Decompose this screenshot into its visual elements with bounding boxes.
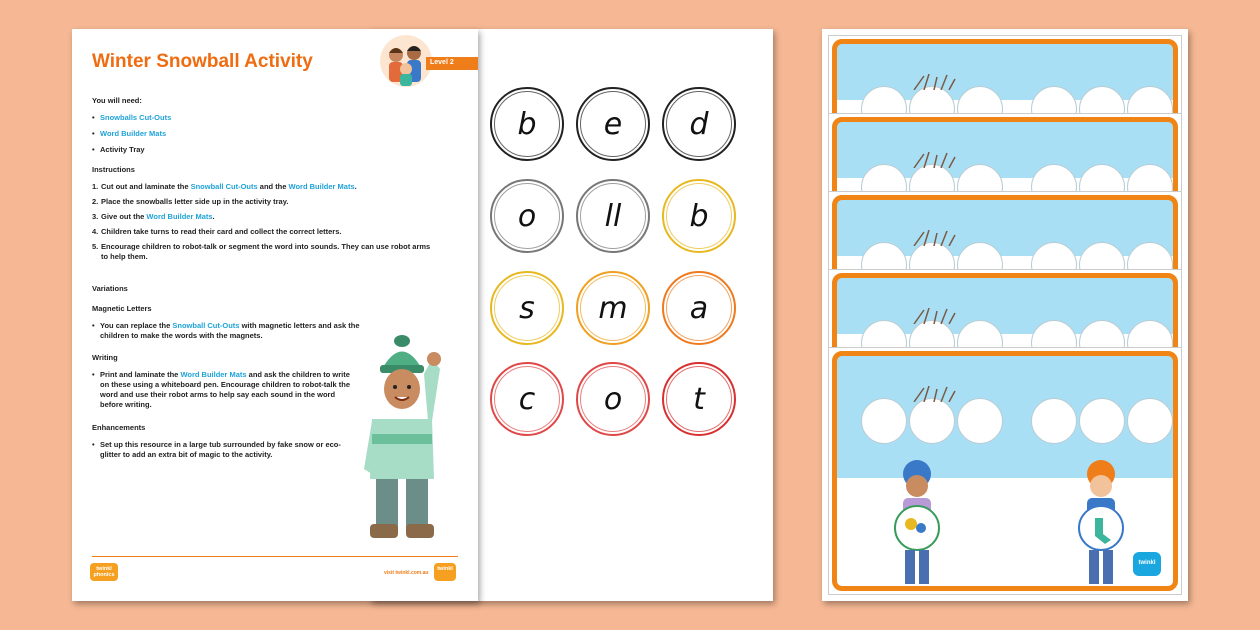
- need-text[interactable]: Snowballs Cut-Outs: [100, 113, 172, 123]
- snowball-letter: d: [689, 106, 709, 142]
- snowball-letter: m: [598, 290, 628, 326]
- snowball-card: [662, 271, 736, 345]
- snowball-slot: [1127, 398, 1173, 444]
- snowball-card: [576, 179, 650, 253]
- resource-link[interactable]: Word Builder Mats: [180, 370, 247, 379]
- step-text: [101, 227, 436, 237]
- snowball-card: [662, 362, 736, 436]
- snowball-card: [576, 87, 650, 161]
- step-number: 4.: [92, 227, 99, 236]
- snowball-card: [490, 179, 564, 253]
- you-will-need-heading: You will need:: [92, 96, 142, 105]
- instruction-step: [92, 182, 448, 192]
- snowball-letter: e: [603, 106, 623, 142]
- snowball-card: [490, 271, 564, 345]
- snowball-card: [490, 362, 564, 436]
- snowball-letter: a: [689, 290, 709, 326]
- bare-bush-icon: [909, 230, 959, 246]
- footer-url[interactable]: visit twinkl.com.au: [384, 570, 429, 576]
- magnetic-heading: Magnetic Letters: [92, 303, 152, 313]
- step-number: 3.: [92, 211, 99, 221]
- twinkl-logo: twinkl: [434, 563, 456, 581]
- steps-list: [92, 182, 448, 263]
- snowball-card: [576, 362, 650, 436]
- snowball-card: [490, 87, 564, 161]
- bare-bush-icon: [909, 74, 959, 90]
- resource-link[interactable]: Word Builder Mats: [146, 211, 213, 221]
- resource-link[interactable]: Snowball Cut-Outs: [172, 320, 240, 330]
- list-item: [92, 129, 448, 139]
- snowball-card: [576, 271, 650, 345]
- magnetic-text: [92, 321, 360, 341]
- instruction-text: Cut out and laminate the: [101, 181, 191, 191]
- need-text: Activity Tray: [100, 145, 145, 155]
- snowball-letter: c: [518, 381, 536, 417]
- enhancements-heading: Enhancements: [92, 422, 146, 432]
- snowball-slot: [957, 398, 1003, 444]
- variations-heading: Variations: [92, 284, 128, 294]
- snowball-letter: ll: [604, 198, 622, 234]
- boy-illustration: [362, 329, 442, 544]
- instruction-text: and ask the children to write on these using a whiteboard pen. Encourage children to robot-talk the word and use their robot arms to help say each sound in the word before writing.: [100, 370, 351, 410]
- list-item: [92, 113, 448, 123]
- step-number: 5.: [92, 242, 99, 252]
- instruction-step: [92, 212, 448, 222]
- word-builder-mats: [822, 29, 1188, 601]
- step-text: [101, 242, 436, 262]
- footer-divider: [92, 556, 458, 557]
- step-text: [101, 197, 436, 207]
- snowball-slot: [909, 398, 955, 444]
- snowball-letter: b: [517, 106, 537, 142]
- instruction-text: Place the snowballs letter side up in the activity tray.: [101, 196, 289, 206]
- instruction-text: .: [212, 211, 215, 221]
- resource-link[interactable]: Snowball Cut-Outs: [190, 181, 258, 191]
- snowball-card: [662, 87, 736, 161]
- snowball-slot: [1031, 398, 1077, 444]
- level-badge: Level 2: [426, 57, 478, 70]
- instruction-step: [92, 197, 448, 207]
- snowball-card: [662, 179, 736, 253]
- instruction-text: Give out the: [101, 211, 147, 221]
- instruction-text: You can replace the: [100, 320, 173, 330]
- list-item: [92, 145, 448, 155]
- resource-link[interactable]: Word Builder Mats: [288, 181, 355, 191]
- step-number: 2.: [92, 196, 99, 206]
- step-number: 1.: [92, 181, 99, 191]
- instruction-text: and the: [257, 181, 289, 191]
- needs-list: [92, 113, 448, 155]
- word-builder-mat: [828, 347, 1182, 595]
- enhancements-text: • Set up this resource in a large tub surrounded by fake snow or eco-glitter to add an extra bit of magic to the activity.: [92, 440, 360, 460]
- instruction-text: .: [354, 181, 357, 191]
- bare-bush-icon: [909, 386, 959, 402]
- step-text: [101, 182, 436, 192]
- writing-heading: Writing: [92, 352, 118, 362]
- snowball-letter: o: [603, 381, 623, 417]
- twinkl-phonics-logo: twinkl phonics: [90, 563, 118, 581]
- instruction-step: [92, 242, 448, 262]
- instruction-sheet: [72, 29, 478, 601]
- instruction-text: Children take turns to read their card and collect the correct letters.: [101, 227, 342, 236]
- bare-bush-icon: [909, 308, 959, 324]
- instruction-text: Encourage children to robot-talk or segment the word into sounds. They can use robot arms to help them.: [101, 242, 431, 262]
- step-text: [101, 212, 436, 222]
- need-text[interactable]: Word Builder Mats: [100, 129, 167, 139]
- page-title: Winter Snowball Activity: [92, 51, 313, 72]
- children-holding-snowballs-illustration: [837, 460, 1177, 590]
- snowball-letter: o: [517, 198, 537, 234]
- instruction-text: Print and laminate the: [100, 370, 181, 379]
- snowball-slot: [1079, 398, 1125, 444]
- snowball-slot: [861, 398, 907, 444]
- mat-frame: [832, 351, 1178, 591]
- instructions-heading: Instructions: [92, 164, 135, 174]
- instruction-step: [92, 227, 448, 237]
- snowball-letter: t: [693, 381, 705, 417]
- bare-bush-icon: [909, 152, 959, 168]
- twinkl-badge: twinkl: [1133, 552, 1161, 576]
- snowball-letter: b: [689, 198, 709, 234]
- writing-text: [92, 370, 360, 411]
- children-illustration: [380, 35, 432, 87]
- instruction-text: with magnetic letters and ask the children to make the words with the magnets.: [100, 320, 360, 340]
- snowball-letter: s: [519, 290, 535, 326]
